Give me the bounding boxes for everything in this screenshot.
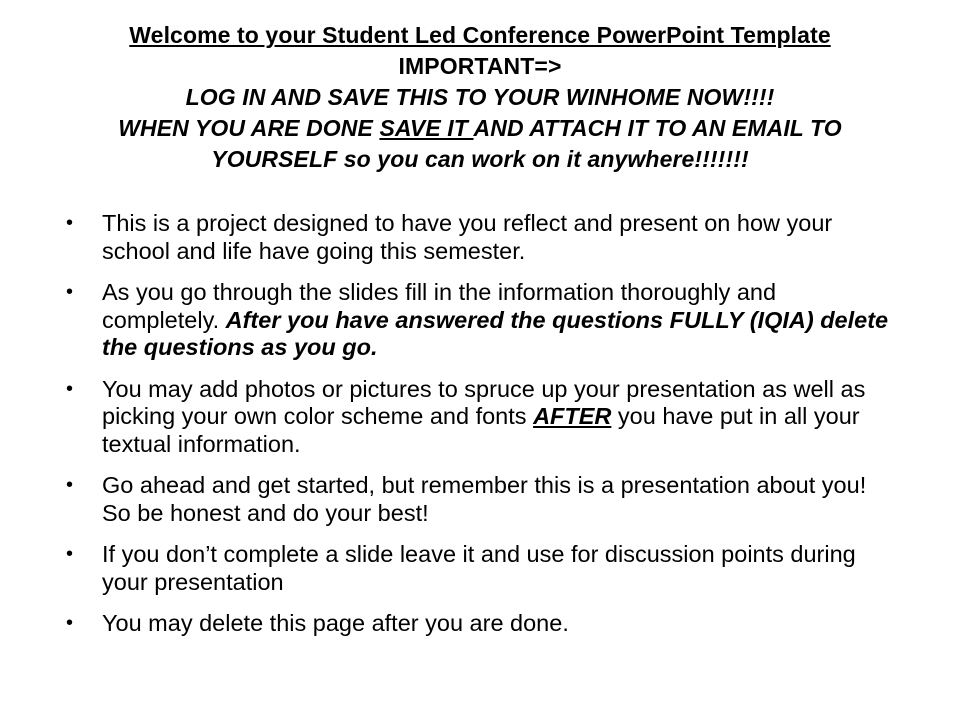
bullet-icon: • [66,212,74,234]
bullet-emphasis: After you have answered the questions FULLY (IQIA) delete the questions as you go. [102,306,889,360]
bullet-item [62,472,894,527]
bullet-item [62,210,894,265]
title-line-important: IMPORTANT=> [398,53,562,79]
bullet-text: As you go through the slides fill in the information thoroughly and completely. [102,279,777,333]
when-done-text: WHEN YOU ARE DONE [118,115,380,141]
bullet-text: This is a project designed to have you reflect and present on how your school and life have going this semester. [102,210,833,264]
bullet-text: you have put in all your textual information. [102,403,860,457]
slide-title [30,20,930,175]
bullet-icon: • [66,474,74,496]
bullet-text: You may delete this page after you are done. [102,610,569,636]
attach-text: AND ATTACH IT TO AN EMAIL TO [473,115,842,141]
title-line-welcome: Welcome to your Student Led Conference PowerPoint Template [129,22,831,48]
bullet-list [62,210,894,638]
bullet-item [62,610,894,638]
bullet-item [62,279,894,362]
bullet-text: Go ahead and get started, but remember this is a presentation about you! So be honest and do your best! [102,472,867,526]
title-line-when-done [30,113,930,144]
bullet-item [62,376,894,459]
bullet-text: If you don’t complete a slide leave it and use for discussion points during your presentation [102,541,856,595]
title-line-yourself: YOURSELF so you can work on it anywhere!!!!!!! [211,146,749,172]
bullet-icon: • [66,543,74,565]
bullet-emphasis: AFTER [533,403,612,429]
slide-body [62,210,894,652]
title-line-login: LOG IN AND SAVE THIS TO YOUR WINHOME NOW!!!! [185,84,775,110]
bullet-icon: • [66,377,74,400]
bullet-text: You may add photos or pictures to spruce up your presentation as well as picking your own color scheme and fonts [102,375,866,429]
bullet-icon: • [66,281,74,303]
save-it-text: SAVE IT [379,115,474,141]
bullet-item [62,541,894,596]
bullet-icon: • [66,612,74,634]
